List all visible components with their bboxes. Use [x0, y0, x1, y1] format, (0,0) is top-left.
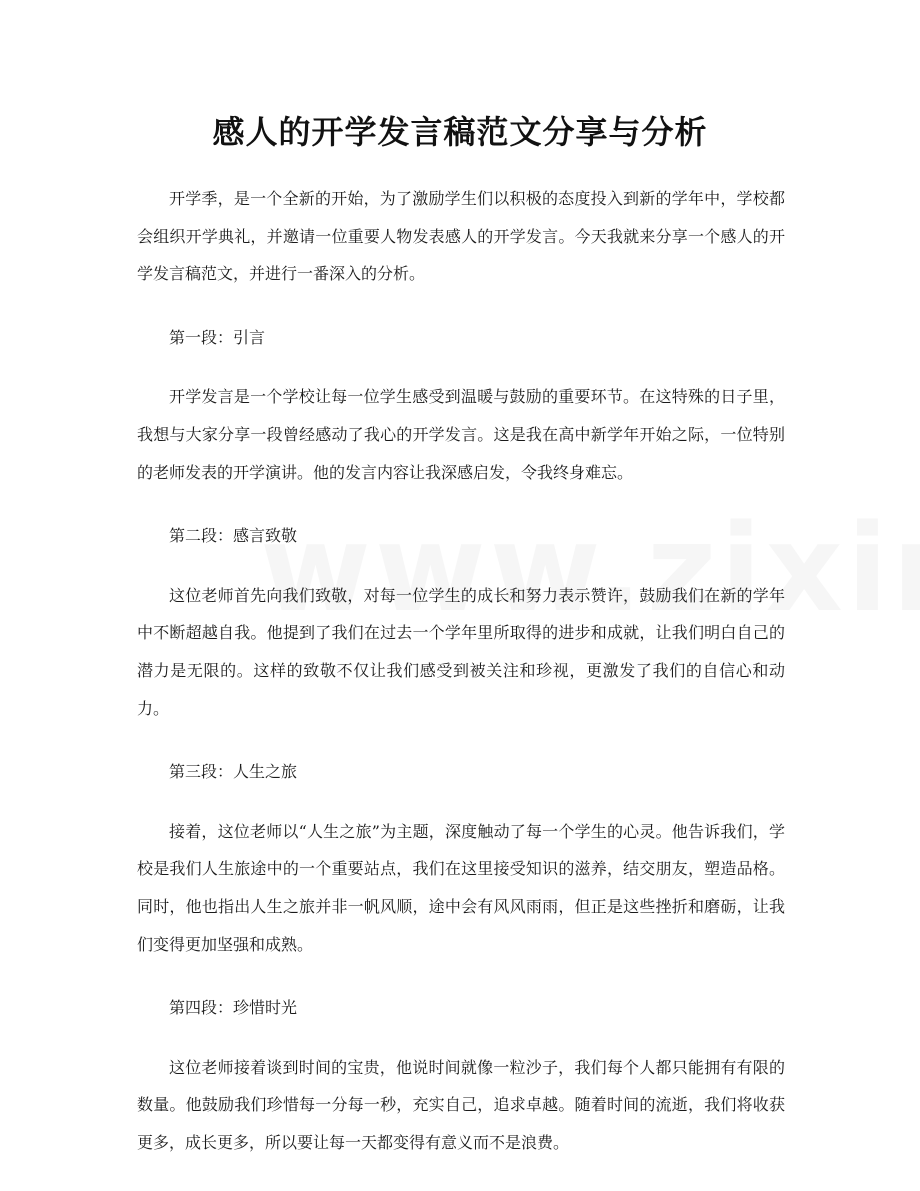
- document-body: [137, 180, 785, 1187]
- section-heading-3: 第三段：人生之旅: [169, 762, 298, 782]
- paragraph-section-1: 开学发言是一个学校让每一位学生感受到温暖与鼓励的重要环节。在这特殊的日子里，我想与大家分享一段曾经感动了我心的开学发言。这是我在高中新学年开始之际，一位特别的老师发表的开学演讲。他的发言内容让我深感启发，令我终身难忘。: [137, 387, 785, 482]
- section-heading-2: 第二段：感言致敬: [169, 526, 298, 546]
- paragraph-section-3: 接着，这位老师以“人生之旅”为主题，深度触动了每一个学生的心灵。他告诉我们，学校是我们人生旅途中的一个重要站点，我们在这里接受知识的滋养，结交朋友，塑造品格。同时，他也指出人生之旅并非一帆风顺，途中会有风风雨雨，但正是这些挫折和磨砺，让我们变得更加坚强和成熟。: [137, 821, 785, 954]
- paragraph-section-4: 这位老师接着谈到时间的宝贵，他说时间就像一粒沙子，我们每个人都只能拥有有限的数量。他鼓励我们珍惜每一分每一秒，充实自己，追求卓越。随着时间的流逝，我们将收获更多，成长更多，所以要让每一天都变得有意义而不是浪费。: [137, 1057, 785, 1152]
- section-heading-4: 第四段：珍惜时光: [169, 998, 298, 1018]
- paragraph-section-2: 这位老师首先向我们致敬，对每一位学生的成长和努力表示赞许，鼓励我们在新的学年中不断超越自我。他提到了我们在过去一个学年里所取得的进步和成就，让我们明白自己的潜力是无限的。这样的致敬不仅让我们感受到被关注和珍视，更激发了我们的自信心和动力。: [137, 585, 785, 718]
- section-heading-1: 第一段：引言: [169, 327, 266, 347]
- paragraph-intro: 开学季，是一个全新的开始，为了激励学生们以积极的态度投入到新的学年中，学校都会组织开学典礼，并邀请一位重要人物发表感人的开学发言。今天我就来分享一个感人的开学发言稿范文，并进行一番深入的分析。: [137, 189, 785, 284]
- page-title: 感人的开学发言稿范文分享与分析: [212, 113, 708, 151]
